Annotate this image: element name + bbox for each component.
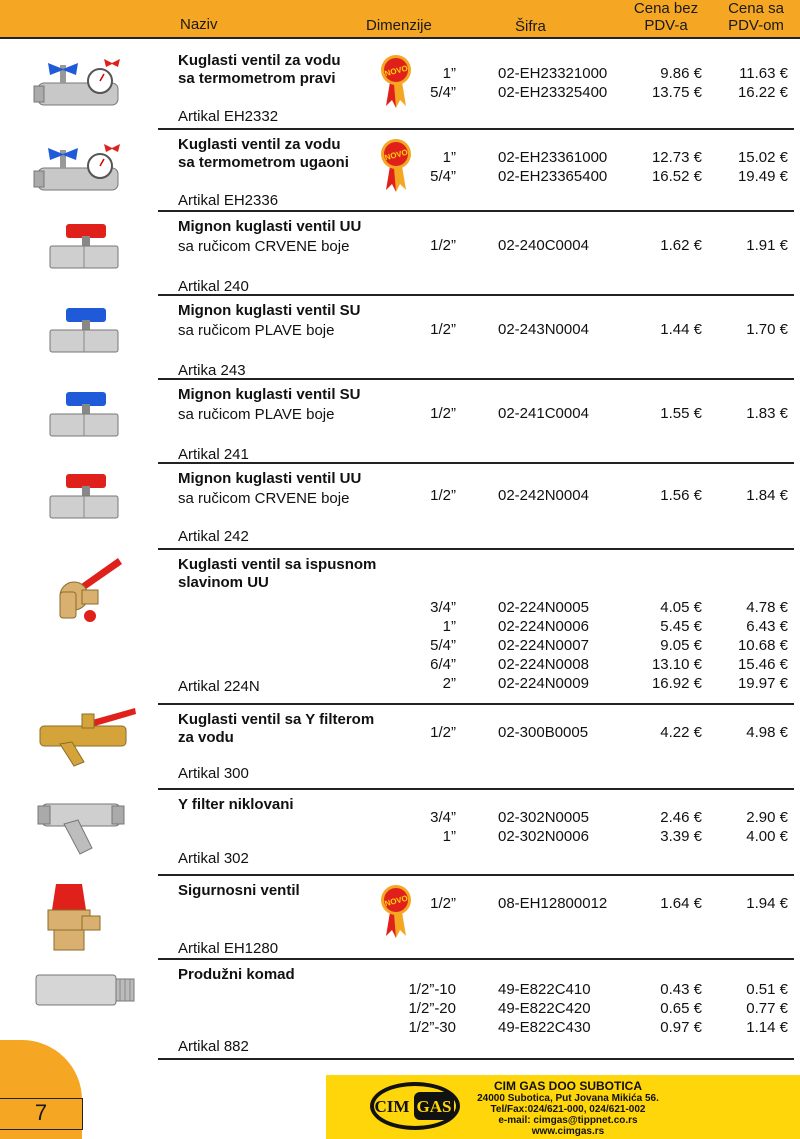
dimension-col-value: 5/4” bbox=[430, 637, 456, 654]
product-title-line1: Y filter niklovani bbox=[178, 796, 294, 813]
dimension-col bbox=[396, 723, 456, 742]
product-title-line1: Mignon kuglasti ventil UU bbox=[178, 218, 362, 235]
product-artikal: Artikal 241 bbox=[178, 446, 249, 463]
price-sa-col-value: 19.97 € bbox=[737, 675, 788, 692]
product-image-icon bbox=[44, 304, 124, 369]
price-bez-col-value: 12.73 € bbox=[651, 149, 702, 166]
novo-badge-icon bbox=[380, 138, 412, 192]
product-image-icon bbox=[30, 700, 140, 775]
price-sa-col bbox=[716, 148, 788, 186]
price-sa-col bbox=[716, 894, 788, 913]
dimension-col-value: 2” bbox=[442, 675, 456, 692]
product-title-line2: sa termometrom ugaoni bbox=[178, 154, 349, 171]
price-bez-col bbox=[628, 894, 702, 913]
product-subtitle: sa ručicom PLAVE boje bbox=[178, 322, 335, 339]
dimension-col-value: 1/2” bbox=[430, 724, 456, 741]
price-sa-col bbox=[716, 598, 788, 693]
code-col bbox=[498, 486, 638, 505]
price-bez-col bbox=[628, 598, 702, 693]
dimension-col-value: 1/2” bbox=[430, 487, 456, 504]
code-col bbox=[498, 980, 638, 1037]
code-col-value: 02-EH23321000 bbox=[498, 65, 608, 82]
price-sa-col-value: 1.83 € bbox=[746, 405, 788, 422]
product-artikal: Artikal EH2336 bbox=[178, 192, 279, 209]
price-bez-col-value: 9.05 € bbox=[660, 637, 702, 654]
code-col bbox=[498, 598, 638, 693]
product-title bbox=[178, 556, 376, 592]
company-address: 24000 Subotica, Put Jovana Mikića 56. bbox=[477, 1093, 659, 1104]
company-email: e-mail: cimgas@tippnet.co.rs bbox=[498, 1115, 638, 1126]
dimension-col-value: 6/4” bbox=[430, 656, 456, 673]
code-col bbox=[498, 404, 638, 423]
code-col-value: 02-302N0006 bbox=[498, 828, 589, 845]
price-sa-col-value: 4.00 € bbox=[746, 828, 788, 845]
product-artikal: Artikal 882 bbox=[178, 1038, 249, 1055]
dimension-col-value: 1/2” bbox=[430, 895, 456, 912]
product-title bbox=[178, 218, 361, 236]
price-bez-col-value: 1.56 € bbox=[660, 487, 702, 504]
code-col-value: 02-240C0004 bbox=[498, 237, 589, 254]
header-cena-sa-line1: Cena sa bbox=[728, 0, 784, 17]
price-bez-col-value: 16.52 € bbox=[651, 168, 702, 185]
code-col-value: 02-242N0004 bbox=[498, 487, 589, 504]
product-title-line1: Kuglasti ventil sa ispusnom bbox=[178, 556, 377, 573]
product-artikal: Artikal 242 bbox=[178, 528, 249, 545]
header-cena-bez-line1: Cena bez bbox=[633, 0, 699, 17]
price-bez-col-value: 13.75 € bbox=[651, 84, 702, 101]
price-bez-col-value: 13.10 € bbox=[651, 656, 702, 673]
product-artikal: Artikal 224N bbox=[178, 678, 260, 695]
dimension-col-value: 1” bbox=[442, 149, 456, 166]
company-info bbox=[468, 1080, 668, 1137]
header-cena-sa-line2: PDV-om bbox=[728, 17, 784, 34]
code-col bbox=[498, 148, 638, 186]
dimension-col-value: 1/2” bbox=[430, 405, 456, 422]
company-web: www.cimgas.rs bbox=[531, 1126, 605, 1137]
dimension-col-value: 1” bbox=[442, 65, 456, 82]
dimension-col-value: 1/2”-20 bbox=[408, 1000, 456, 1017]
dimension-col bbox=[396, 404, 456, 423]
price-sa-col-value: 0.51 € bbox=[746, 981, 788, 998]
product-title bbox=[178, 882, 300, 900]
price-bez-col bbox=[628, 148, 702, 186]
product-image-icon bbox=[44, 470, 124, 535]
dimension-col bbox=[396, 486, 456, 505]
company-name: CIM GAS DOO SUBOTICA bbox=[493, 1079, 642, 1093]
price-sa-col bbox=[716, 404, 788, 423]
code-col-value: 02-241C0004 bbox=[498, 405, 589, 422]
code-col-value: 02-224N0009 bbox=[498, 675, 589, 692]
price-sa-col-value: 2.90 € bbox=[746, 809, 788, 826]
price-bez-col-value: 1.64 € bbox=[660, 895, 702, 912]
header-dimenzije: Dimenzije bbox=[366, 17, 432, 34]
page-number: 7 bbox=[34, 1100, 48, 1125]
code-col bbox=[498, 320, 638, 339]
price-bez-col-value: 16.92 € bbox=[651, 675, 702, 692]
price-sa-col-value: 6.43 € bbox=[746, 618, 788, 635]
product-title-line1: Kuglasti ventil za vodu bbox=[178, 52, 341, 69]
price-bez-col bbox=[628, 64, 702, 102]
dimension-col-value: 5/4” bbox=[430, 84, 456, 101]
price-sa-col bbox=[716, 486, 788, 505]
cimgas-logo bbox=[368, 1080, 462, 1132]
company-phone: Tel/Fax:024/621-000, 024/621-002 bbox=[490, 1104, 646, 1115]
price-bez-col-value: 0.65 € bbox=[660, 1000, 702, 1017]
price-bez-col-value: 0.97 € bbox=[660, 1019, 702, 1036]
dimension-col-value: 5/4” bbox=[430, 168, 456, 185]
dimension-col bbox=[396, 980, 456, 1037]
dimension-col-value: 1/2” bbox=[430, 237, 456, 254]
code-col-value: 02-224N0007 bbox=[498, 637, 589, 654]
product-row bbox=[0, 876, 800, 960]
novo-badge-icon bbox=[380, 54, 412, 108]
product-image-icon bbox=[30, 140, 130, 215]
price-bez-col-value: 4.05 € bbox=[660, 599, 702, 616]
code-col-value: 49-E822C430 bbox=[498, 1019, 591, 1036]
price-sa-col-value: 10.68 € bbox=[737, 637, 788, 654]
dimension-col-value: 1/2” bbox=[430, 321, 456, 338]
price-sa-col-value: 1.91 € bbox=[746, 237, 788, 254]
product-title-line1: Mignon kuglasti ventil UU bbox=[178, 470, 362, 487]
dimension-col-value: 1” bbox=[442, 618, 456, 635]
price-bez-col-value: 1.55 € bbox=[660, 405, 702, 422]
price-sa-col-value: 15.02 € bbox=[737, 149, 788, 166]
dimension-col bbox=[396, 320, 456, 339]
price-sa-col-value: 16.22 € bbox=[737, 84, 788, 101]
product-image-icon bbox=[44, 220, 124, 285]
product-title-line1: Mignon kuglasti ventil SU bbox=[178, 302, 361, 319]
price-sa-col bbox=[716, 808, 788, 846]
code-col-value: 02-243N0004 bbox=[498, 321, 589, 338]
price-bez-col bbox=[628, 980, 702, 1037]
logo-right-text: GAS bbox=[416, 1097, 452, 1116]
price-sa-col-value: 1.94 € bbox=[746, 895, 788, 912]
code-col bbox=[498, 723, 638, 742]
product-title-line1: Kuglasti ventil sa Y filterom bbox=[178, 711, 375, 728]
product-image-icon bbox=[34, 880, 104, 965]
price-sa-col-value: 15.46 € bbox=[737, 656, 788, 673]
product-title bbox=[178, 711, 374, 747]
product-title bbox=[178, 966, 295, 984]
price-bez-col-value: 4.22 € bbox=[660, 724, 702, 741]
price-bez-col bbox=[628, 486, 702, 505]
novo-text: NOVO bbox=[383, 63, 409, 79]
product-title bbox=[178, 302, 361, 320]
code-col-value: 02-224N0006 bbox=[498, 618, 589, 635]
price-sa-col bbox=[716, 236, 788, 255]
novo-text: NOVO bbox=[383, 147, 409, 163]
price-sa-col-value: 19.49 € bbox=[737, 168, 788, 185]
code-col bbox=[498, 894, 638, 913]
product-artikal: Artikal 300 bbox=[178, 765, 249, 782]
code-col-value: 02-224N0005 bbox=[498, 599, 589, 616]
product-artikal: Artika 243 bbox=[178, 362, 246, 379]
dimension-col bbox=[396, 808, 456, 846]
price-bez-col-value: 5.45 € bbox=[660, 618, 702, 635]
code-col-value: 49-E822C420 bbox=[498, 1000, 591, 1017]
price-bez-col-value: 1.62 € bbox=[660, 237, 702, 254]
price-bez-col-value: 3.39 € bbox=[660, 828, 702, 845]
dimension-col-value: 1/2”-30 bbox=[408, 1019, 456, 1036]
dimension-col-value: 3/4” bbox=[430, 809, 456, 826]
price-sa-col bbox=[716, 64, 788, 102]
code-col-value: 08-EH12800012 bbox=[498, 895, 608, 912]
code-col-value: 02-EH23361000 bbox=[498, 149, 608, 166]
code-col-value: 02-302N0005 bbox=[498, 809, 589, 826]
code-col-value: 02-EH23325400 bbox=[498, 84, 608, 101]
dimension-col bbox=[396, 598, 456, 693]
dimension-col-value: 1/2”-10 bbox=[408, 981, 456, 998]
product-title-line1: Mignon kuglasti ventil SU bbox=[178, 386, 361, 403]
novo-text: NOVO bbox=[383, 893, 409, 909]
product-title-line2: slavinom UU bbox=[178, 574, 269, 591]
product-image-icon bbox=[36, 790, 126, 865]
product-title bbox=[178, 52, 341, 88]
product-title-line1: Kuglasti ventil za vodu bbox=[178, 136, 341, 153]
price-sa-col-value: 0.77 € bbox=[746, 1000, 788, 1017]
price-bez-col-value: 2.46 € bbox=[660, 809, 702, 826]
price-bez-col bbox=[628, 808, 702, 846]
product-artikal: Artikal 240 bbox=[178, 278, 249, 295]
code-col-value: 02-224N0008 bbox=[498, 656, 589, 673]
header-cena-bez-line2: PDV-a bbox=[644, 17, 688, 34]
price-sa-col-value: 1.84 € bbox=[746, 487, 788, 504]
price-sa-col-value: 4.78 € bbox=[746, 599, 788, 616]
product-title bbox=[178, 136, 349, 172]
product-subtitle: sa ručicom CRVENE boje bbox=[178, 238, 350, 255]
code-col bbox=[498, 808, 638, 846]
price-bez-col-value: 9.86 € bbox=[660, 65, 702, 82]
price-bez-col bbox=[628, 236, 702, 255]
product-artikal: Artikal EH2332 bbox=[178, 108, 279, 125]
product-title-line2: za vodu bbox=[178, 729, 234, 746]
product-image-icon bbox=[30, 965, 140, 1020]
novo-badge-icon bbox=[380, 884, 412, 938]
price-bez-col-value: 1.44 € bbox=[660, 321, 702, 338]
price-bez-col bbox=[628, 320, 702, 339]
dimension-col bbox=[396, 236, 456, 255]
price-sa-col bbox=[716, 723, 788, 742]
product-title-line2: sa termometrom pravi bbox=[178, 70, 336, 87]
product-title-line1: Produžni komad bbox=[178, 966, 295, 983]
product-title bbox=[178, 796, 294, 814]
logo-left-text: CIM bbox=[374, 1097, 410, 1116]
header-cena-bez bbox=[628, 0, 704, 34]
dimension-col-value: 1” bbox=[442, 828, 456, 845]
table-header bbox=[0, 0, 800, 39]
price-sa-col-value: 1.14 € bbox=[746, 1019, 788, 1036]
price-bez-col bbox=[628, 404, 702, 423]
product-subtitle: sa ručicom CRVENE boje bbox=[178, 490, 350, 507]
header-naziv: Naziv bbox=[180, 16, 218, 33]
price-sa-col-value: 4.98 € bbox=[746, 724, 788, 741]
price-sa-col-value: 1.70 € bbox=[746, 321, 788, 338]
header-cena-sa bbox=[718, 0, 794, 34]
price-sa-col bbox=[716, 980, 788, 1037]
code-col-value: 02-300B0005 bbox=[498, 724, 589, 741]
product-image-icon bbox=[30, 55, 130, 130]
code-col-value: 02-EH23365400 bbox=[498, 168, 608, 185]
product-image-icon bbox=[30, 552, 130, 637]
product-title-line1: Sigurnosni ventil bbox=[178, 882, 300, 899]
price-bez-col bbox=[628, 723, 702, 742]
price-sa-col bbox=[716, 320, 788, 339]
product-title bbox=[178, 386, 361, 404]
product-artikal: Artikal 302 bbox=[178, 850, 249, 867]
code-col bbox=[498, 64, 638, 102]
price-sa-col-value: 11.63 € bbox=[739, 65, 788, 82]
product-subtitle: sa ručicom PLAVE boje bbox=[178, 406, 335, 423]
dimension-col-value: 3/4” bbox=[430, 599, 456, 616]
product-title bbox=[178, 470, 361, 488]
price-bez-col-value: 0.43 € bbox=[660, 981, 702, 998]
code-col-value: 49-E822C410 bbox=[498, 981, 591, 998]
row-divider bbox=[158, 1058, 794, 1060]
product-artikal: Artikal EH1280 bbox=[178, 940, 279, 957]
code-col bbox=[498, 236, 638, 255]
header-sifra: Šifra bbox=[515, 18, 546, 35]
product-image-icon bbox=[44, 388, 124, 453]
